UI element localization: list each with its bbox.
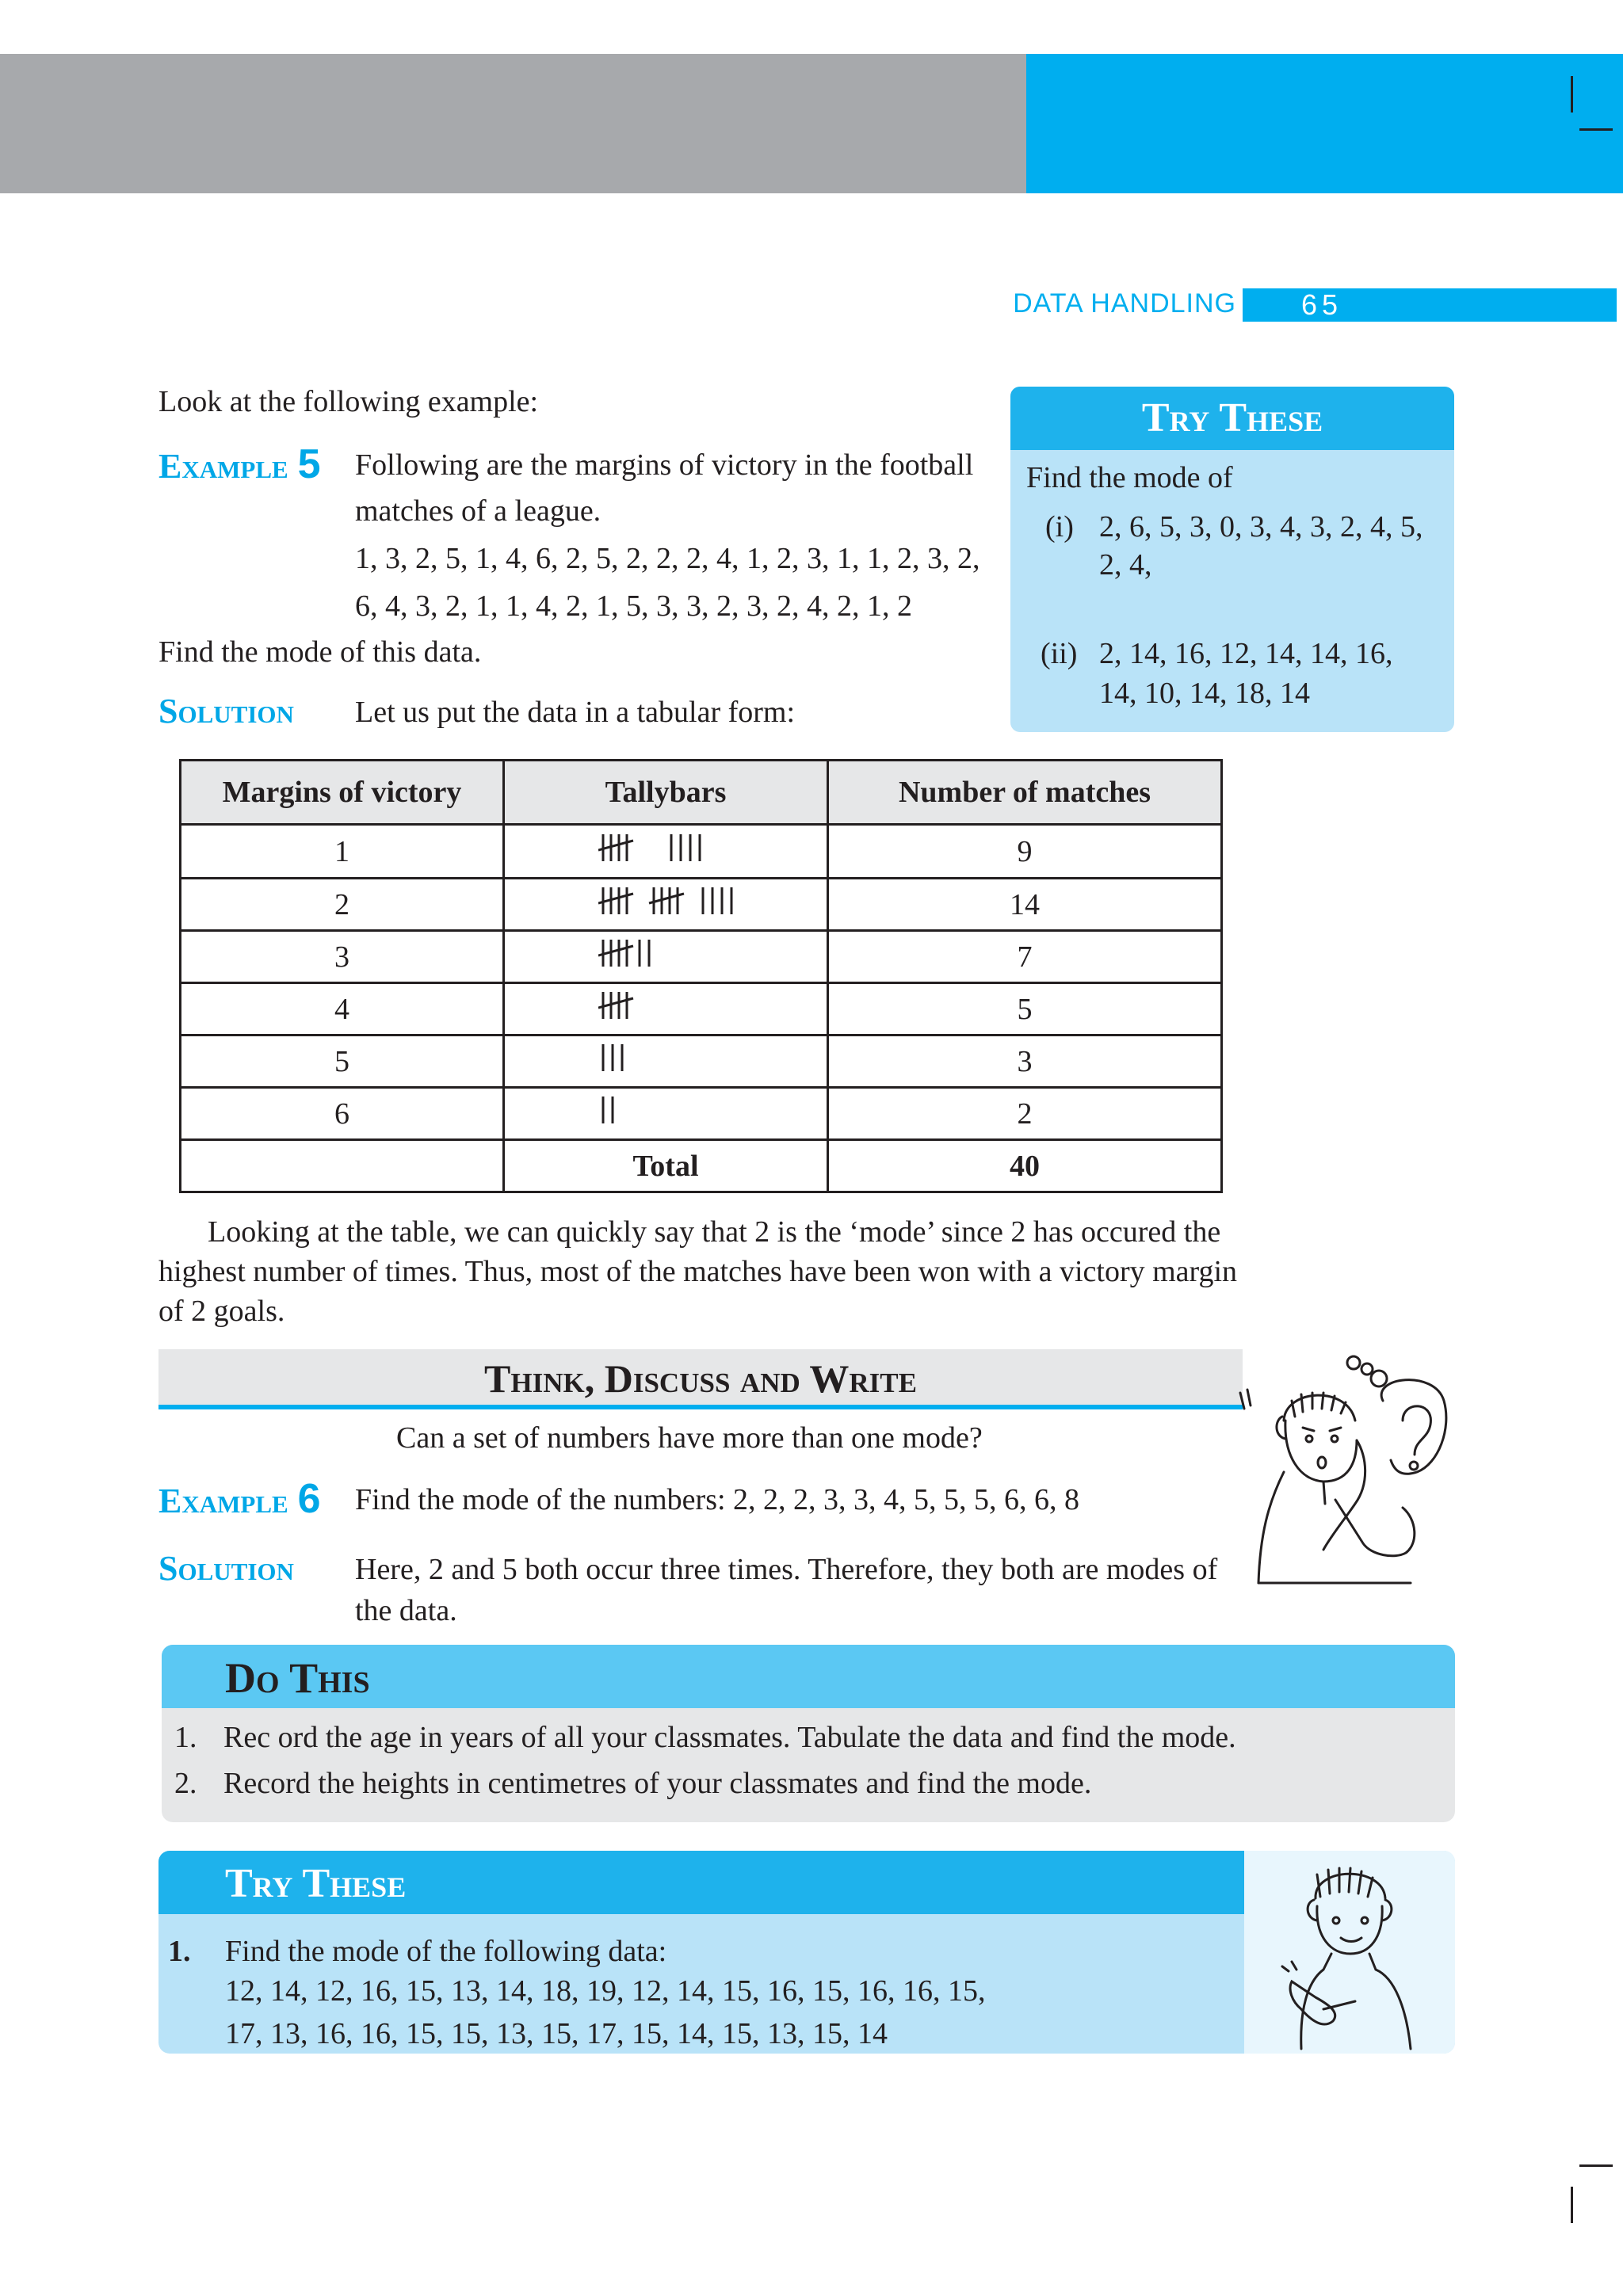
table-row (181, 825, 1222, 879)
table-cell-count: 9 (828, 825, 1222, 879)
tally-marks (598, 883, 789, 919)
table-header-cell: Tallybars (504, 761, 828, 825)
example5-heading (158, 441, 321, 488)
table-cell-tally (504, 825, 828, 879)
table-cell-tally (504, 931, 828, 983)
do-this-item1: Rec ord the age in years of all your classmates. Tabulate the data and find the mode. (223, 1721, 1236, 1754)
table-total-value: 40 (828, 1140, 1222, 1192)
example5-question: Find the mode of this data. (158, 635, 482, 669)
table-header-row (181, 761, 1222, 825)
table-cell-margin: 5 (181, 1035, 504, 1088)
page-number: 65 (1300, 288, 1343, 321)
example5-text-2: matches of a league. (355, 494, 601, 528)
crop-mark (1579, 2164, 1613, 2167)
table-row (181, 1035, 1222, 1088)
try2-item-num: 1. (168, 1935, 191, 1968)
table-cell-count: 7 (828, 931, 1222, 983)
think-underline (158, 1405, 1243, 1409)
table-header-cell: Margins of victory (181, 761, 504, 825)
conclusion-line-2: highest number of times. Thus, most of the matches have been won with a victory margin (158, 1255, 1238, 1288)
crop-mark (1579, 128, 1613, 131)
example5-data-2: 6, 4, 3, 2, 1, 1, 4, 2, 1, 5, 3, 3, 2, 3, 2, 4, 2, 1, 2 (355, 589, 912, 623)
example-number: 5 (297, 441, 321, 487)
table-header-cell: Number of matches (828, 761, 1222, 825)
think-question: Can a set of numbers have more than one mode? (396, 1421, 983, 1455)
try1-item2-line1: 2, 14, 16, 12, 14, 14, 16, (1099, 637, 1393, 670)
try1-item1-line2: 2, 4, (1099, 548, 1152, 582)
table-row (181, 983, 1222, 1035)
try1-item1-num: (i) (1045, 510, 1074, 543)
try-these-box-1 (1010, 387, 1454, 732)
conclusion-line-3: of 2 goals. (158, 1295, 285, 1328)
top-band-gray (0, 54, 1026, 193)
table-cell-margin: 6 (181, 1088, 504, 1140)
do-this-box (162, 1645, 1455, 1822)
top-band-blue (1026, 54, 1623, 193)
margins-table (179, 759, 1223, 1193)
section-title: DATA HANDLING (1013, 288, 1236, 318)
conclusion-line-1: Looking at the table, we can quickly say that 2 is the ‘mode’ since 2 has occured the (208, 1215, 1221, 1249)
table-row (181, 1088, 1222, 1140)
example-label: Example (158, 447, 288, 486)
try-these-box-2 (158, 1851, 1455, 2054)
try2-data-2: 17, 13, 16, 16, 15, 15, 13, 15, 17, 15, 14, 15, 13, 15, 14 (225, 2017, 888, 2050)
table-cell-margin: 4 (181, 983, 504, 1035)
table-cell-tally (504, 983, 828, 1035)
tally-marks (598, 1092, 646, 1128)
solution5-text: Let us put the data in a tabular form: (355, 696, 796, 729)
do-this-title: Do This (225, 1654, 370, 1702)
example6-heading (158, 1475, 321, 1523)
do-this-item1-num: 1. (174, 1721, 197, 1754)
tally-marks (598, 987, 662, 1024)
try1-prompt: Find the mode of (1026, 461, 1233, 494)
example-number: 6 (297, 1476, 321, 1522)
do-this-item2: Record the heights in centimetres of your classmates and find the mode. (223, 1767, 1092, 1800)
table-row (181, 879, 1222, 931)
try2-prompt: Find the mode of the following data: (225, 1935, 667, 1968)
thinking-boy-illustration (1236, 1345, 1474, 1591)
table-cell-tally (504, 1035, 828, 1088)
illustration-panel (1244, 1851, 1455, 2054)
table-cell-empty (181, 1140, 504, 1192)
table-row (181, 931, 1222, 983)
intro-text: Look at the following example: (158, 385, 539, 418)
table-cell-margin: 1 (181, 825, 504, 879)
tally-marks (598, 1039, 662, 1076)
crop-mark (1571, 2187, 1573, 2223)
solution6-line-1: Here, 2 and 5 both occur three times. Therefore, they both are modes of (355, 1553, 1218, 1586)
example-label: Example (158, 1482, 288, 1520)
example5-text-1: Following are the margins of victory in the football (355, 448, 974, 482)
pointing-boy-illustration (1244, 1851, 1455, 2054)
table-cell-tally (504, 879, 828, 931)
table-cell-count: 3 (828, 1035, 1222, 1088)
try2-data-1: 12, 14, 12, 16, 15, 13, 14, 18, 19, 12, 14, 15, 16, 15, 16, 16, 15, (225, 1974, 986, 2008)
try-these-title: Try These (1141, 395, 1323, 441)
tally-marks (598, 935, 693, 971)
try1-item1-line1: 2, 6, 5, 3, 0, 3, 4, 3, 2, 4, 5, (1099, 510, 1423, 543)
crop-mark (1571, 76, 1573, 113)
example6-text: Find the mode of the numbers: 2, 2, 2, 3, 3, 4, 5, 5, 5, 6, 6, 8 (355, 1483, 1080, 1516)
try-these-title: Try These (225, 1861, 407, 1906)
solution6-line-2: the data. (355, 1594, 457, 1627)
solution-label: Solution (158, 1549, 294, 1588)
table-cell-count: 2 (828, 1088, 1222, 1140)
tally-marks (598, 830, 741, 866)
try1-item2-line2: 14, 10, 14, 18, 14 (1099, 677, 1310, 710)
solution-label: Solution (158, 692, 294, 730)
table-cell-tally (504, 1088, 828, 1140)
example5-data-1: 1, 3, 2, 5, 1, 4, 6, 2, 5, 2, 2, 2, 4, 1, 2, 3, 1, 1, 2, 3, 2, (355, 542, 980, 575)
table-total-row (181, 1140, 1222, 1192)
table-cell-margin: 3 (181, 931, 504, 983)
table-cell-margin: 2 (181, 879, 504, 931)
table-total-label: Total (504, 1140, 828, 1192)
table-cell-count: 5 (828, 983, 1222, 1035)
try1-item2-num: (ii) (1041, 637, 1078, 670)
table-cell-count: 14 (828, 879, 1222, 931)
think-title: Think, Discuss and Write (484, 1356, 917, 1401)
do-this-item2-num: 2. (174, 1767, 197, 1800)
